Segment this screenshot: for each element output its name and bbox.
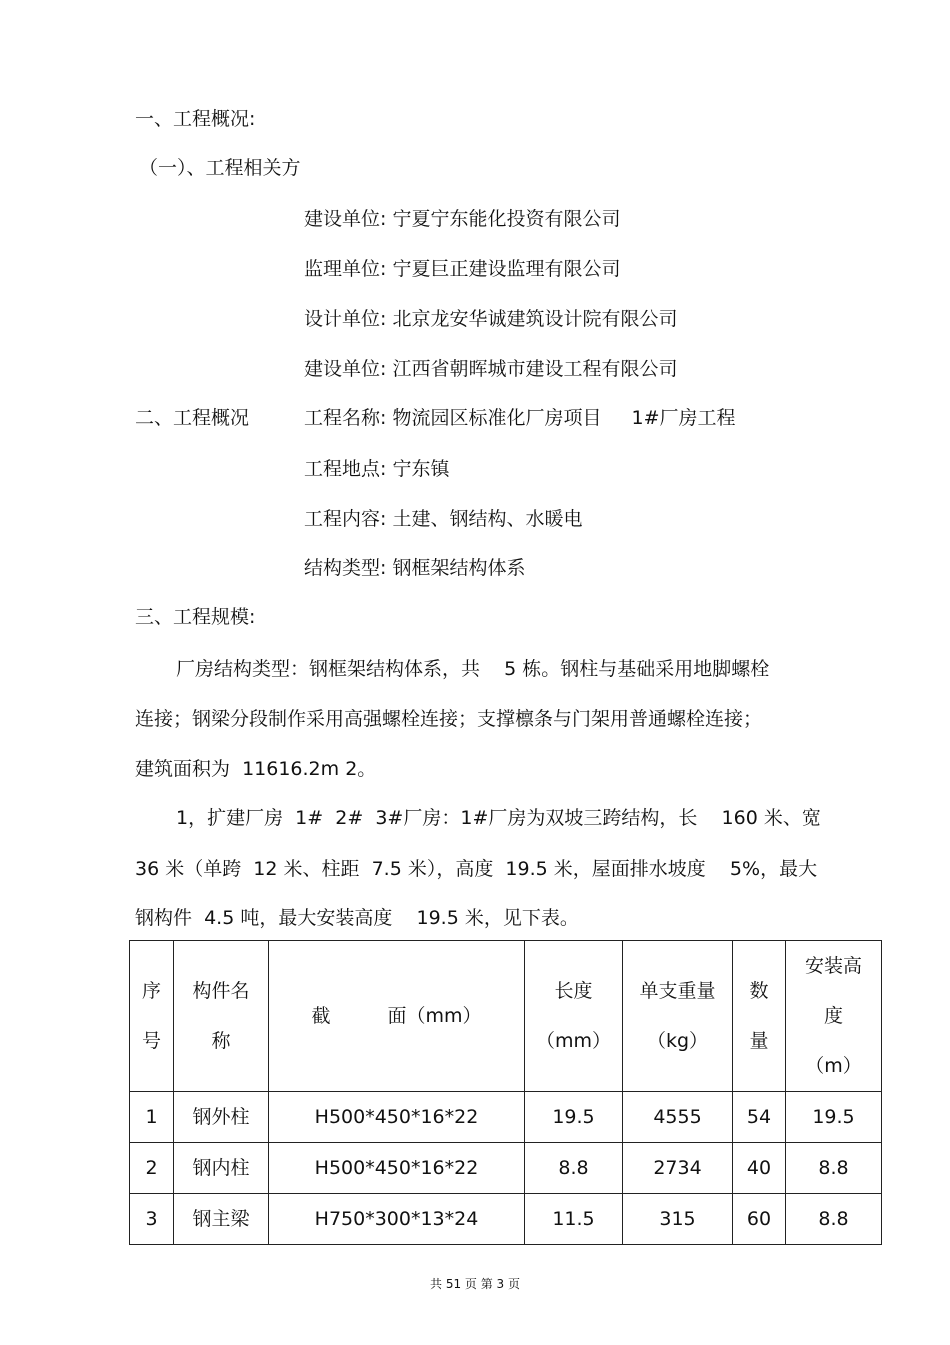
party-value: 宁夏宁东能化投资有限公司 <box>392 208 621 230</box>
overview-label: 结构类型: <box>304 557 387 579</box>
party-value: 北京龙安华诚建筑设计院有限公司 <box>392 308 678 330</box>
cell-weight: 2734 <box>623 1143 733 1194</box>
table-row <box>130 1092 882 1143</box>
party-value: 江西省朝晖城市建设工程有限公司 <box>392 358 678 380</box>
party-row <box>304 357 677 381</box>
cell-section: H750*300*13*24 <box>269 1194 525 1245</box>
component-table <box>129 940 882 1245</box>
cell-qty: 40 <box>733 1143 786 1194</box>
party-value: 宁夏巨正建设监理有限公司 <box>392 258 621 280</box>
cell-section: H500*450*16*22 <box>269 1143 525 1194</box>
cell-name: 钢内柱 <box>174 1143 269 1194</box>
overview-extra: 1#厂房工程 <box>631 407 736 429</box>
section-2-heading: 二、工程概况 <box>135 407 250 429</box>
paragraph-line: 36 米（单跨 12 米、柱距 7.5 米），高度 19.5 米，屋面排水坡度 5%，最大 <box>135 858 818 880</box>
table-row <box>130 1194 882 1245</box>
paragraph-line: 连接；钢梁分段制作采用高强螺栓连接；支撑檩条与门架用普通螺栓连接； <box>135 708 763 730</box>
party-row <box>304 307 677 331</box>
table-row <box>130 1143 882 1194</box>
cell-seq: 3 <box>130 1194 174 1245</box>
cell-height: 19.5 <box>786 1092 882 1143</box>
cell-qty: 60 <box>733 1194 786 1245</box>
header-section: 截 面（mm） <box>269 941 525 1092</box>
party-label: 设计单位: <box>304 308 387 330</box>
header-qty: 数 量 <box>733 941 786 1092</box>
overview-value: 土建、钢结构、水暖电 <box>392 508 583 530</box>
table-header-row <box>130 941 882 1092</box>
section-1-subheading: （一）、工程相关方 <box>139 157 301 179</box>
cell-length: 11.5 <box>525 1194 623 1245</box>
paragraph-line: 厂房结构类型：钢框架结构体系，共 5 栋。钢柱与基础采用地脚螺栓 <box>176 658 770 680</box>
party-label: 建设单位: <box>304 358 387 380</box>
overview-label: 工程名称: <box>304 407 387 429</box>
cell-length: 19.5 <box>525 1092 623 1143</box>
header-length: 长度 （mm） <box>525 941 623 1092</box>
section-3-heading: 三、工程规模: <box>135 606 256 628</box>
overview-row <box>304 507 582 531</box>
overview-label: 工程地点: <box>304 458 387 480</box>
cell-weight: 315 <box>623 1194 733 1245</box>
cell-seq: 1 <box>130 1092 174 1143</box>
header-name: 构件名 称 <box>174 941 269 1092</box>
overview-row <box>304 457 449 481</box>
cell-weight: 4555 <box>623 1092 733 1143</box>
party-row <box>304 257 620 281</box>
cell-qty: 54 <box>733 1092 786 1143</box>
header-seq: 序 号 <box>130 941 174 1092</box>
party-label: 监理单位: <box>304 258 387 280</box>
overview-value: 物流园区标准化厂房项目 <box>392 407 602 429</box>
cell-seq: 2 <box>130 1143 174 1194</box>
overview-label: 工程内容: <box>304 508 387 530</box>
cell-height: 8.8 <box>786 1143 882 1194</box>
header-weight: 单支重量 （kg） <box>623 941 733 1092</box>
party-label: 建设单位: <box>304 208 387 230</box>
overview-value: 钢框架结构体系 <box>392 557 526 579</box>
overview-row <box>304 406 736 430</box>
party-row <box>304 207 620 231</box>
cell-name: 钢外柱 <box>174 1092 269 1143</box>
cell-length: 8.8 <box>525 1143 623 1194</box>
section-1-heading: 一、工程概况: <box>135 108 256 130</box>
page-footer: 共 51 页 第 3 页 <box>430 1277 520 1291</box>
paragraph-line: 建筑面积为 11616.2m 2。 <box>135 758 377 780</box>
header-height: 安装高 度 （m） <box>786 941 882 1092</box>
cell-section: H500*450*16*22 <box>269 1092 525 1143</box>
overview-value: 宁东镇 <box>392 458 450 480</box>
cell-name: 钢主梁 <box>174 1194 269 1245</box>
cell-height: 8.8 <box>786 1194 882 1245</box>
overview-row <box>304 556 525 580</box>
paragraph-line: 钢构件 4.5 吨，最大安装高度 19.5 米，见下表。 <box>135 907 579 929</box>
paragraph-line: 1，扩建厂房 1# 2# 3#厂房：1#厂房为双坡三跨结构，长 160 米、宽 <box>176 807 821 829</box>
